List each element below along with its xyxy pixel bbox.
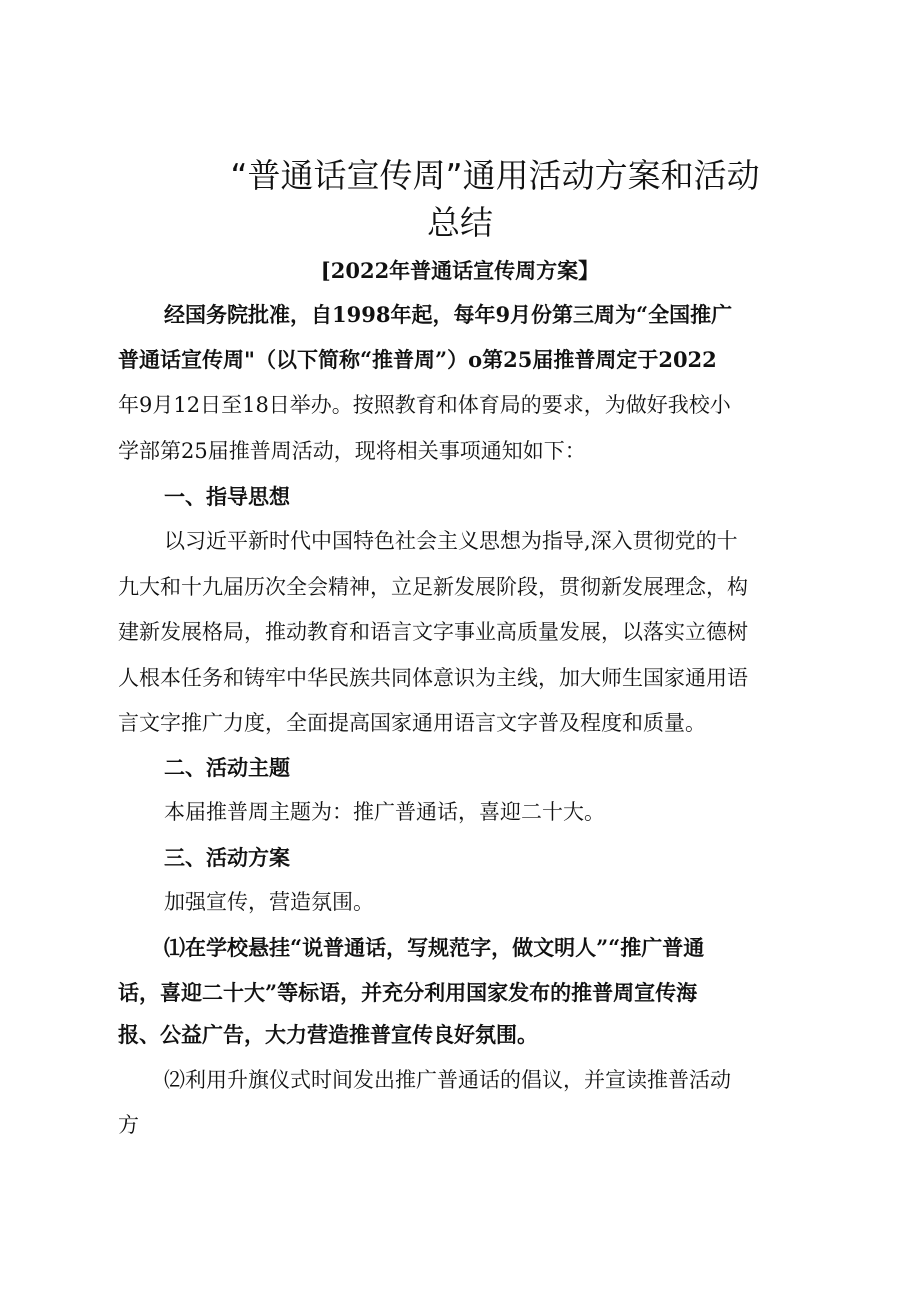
section-heading-activity-plan: 三、活动方案 xyxy=(164,845,290,870)
item2-line: 方 xyxy=(118,1113,139,1137)
document-title-line-2: 总结 xyxy=(427,203,493,242)
section-heading-activity-theme: 二、活动主题 xyxy=(164,755,290,780)
item1-line: 话，喜迎二十大”等标语，并充分利用国家发布的推普周宣传海 xyxy=(118,980,698,1005)
item2-line: ⑵利用升旗仪式时间发出推广普通话的倡议，并宣读推普活动 xyxy=(164,1068,731,1092)
section-heading-guiding-ideology: 一、指导思想 xyxy=(164,484,290,509)
intro-line: 学部第25届推普周活动，现将相关事项通知如下： xyxy=(118,439,586,463)
item1-line: 报、公益广告，大力营造推普宣传良好氛围。 xyxy=(118,1022,538,1047)
section1-line: 建新发展格局，推动教育和语言文字事业高质量发展，以落实立德树 xyxy=(118,620,748,644)
section3-intro: 加强宣传，营造氛围。 xyxy=(164,890,374,914)
section2-text: 本届推普周主题为：推广普通话，喜迎二十大。 xyxy=(164,800,605,824)
section1-line: 言文字推广力度，全面提高国家通用语言文字普及程度和质量。 xyxy=(118,711,706,735)
document-title-line-1: “普通话宣传周”通用活动方案和活动 xyxy=(230,156,760,195)
intro-line: 普通话宣传周"（以下简称“推普周”）o第25届推普周定于2022 xyxy=(118,347,717,372)
section1-line: 人根本任务和铸牢中华民族共同体意识为主线，加大师生国家通用语 xyxy=(118,666,748,690)
section1-line: 以习近平新时代中国特色社会主义思想为指导,深入贯彻党的十 xyxy=(164,529,738,553)
item1-line: ⑴在学校悬挂“说普通话，写规范字，做文明人”“推广普通 xyxy=(164,935,705,960)
document-subtitle: [2022年普通话宣传周方案】 xyxy=(320,258,600,283)
intro-line: 年9月12日至18日举办。按照教育和体育局的要求，为做好我校小 xyxy=(118,393,731,417)
intro-line: 经国务院批准，自1998年起，每年9月份第三周为“全国推广 xyxy=(164,302,733,327)
section1-line: 九大和十九届历次全会精神，立足新发展阶段，贯彻新发展理念，构 xyxy=(118,575,748,599)
